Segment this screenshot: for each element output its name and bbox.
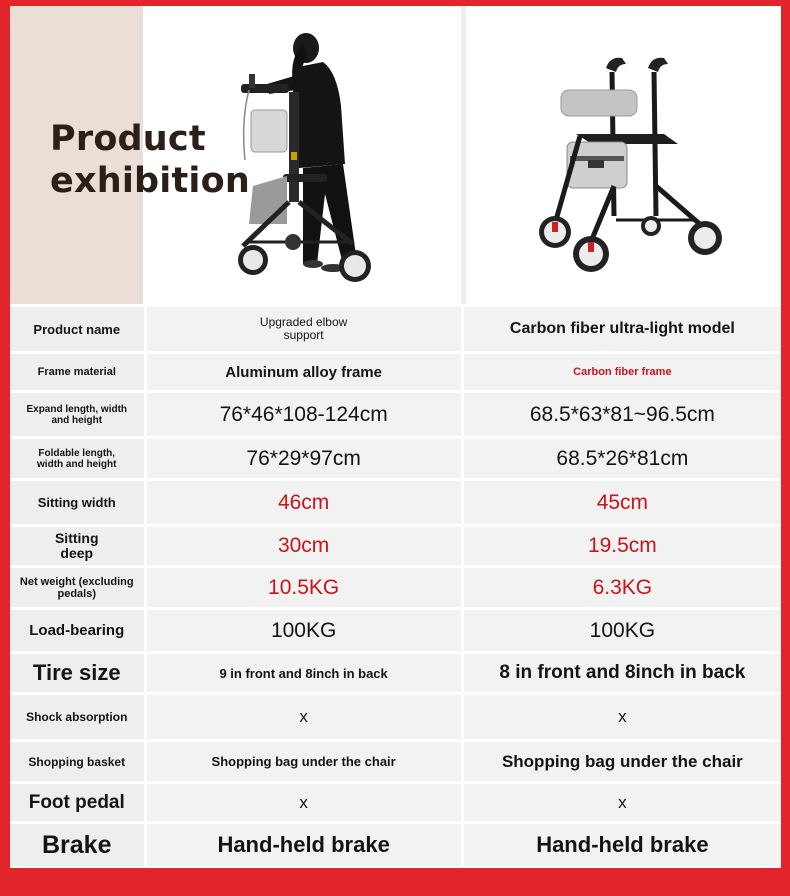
table-row — [10, 351, 781, 390]
sitting-deep-label-text: Sitting deep — [54, 530, 99, 561]
hero-title — [50, 118, 290, 202]
table-row — [10, 821, 781, 866]
tire-size-col1: 9 in front and 8inch in back — [144, 651, 461, 692]
row-label-tire-size: Tire size — [10, 651, 144, 692]
expand-dimensions-col2: 68.5*63*81~96.5cm — [461, 390, 781, 436]
sitting-width-col1: 46cm — [144, 478, 461, 524]
hero-title-line1: Product — [50, 119, 206, 159]
foldable-dimensions-col2: 68.5*26*81cm — [461, 436, 781, 478]
row-label-product-name: Product name — [10, 304, 144, 351]
hero-title-panel — [10, 6, 250, 304]
table-row — [10, 692, 781, 739]
frame-material-col2: Carbon fiber frame — [461, 351, 781, 390]
table-row — [10, 781, 781, 821]
row-label-foot-pedal: Foot pedal — [10, 781, 144, 821]
table-row — [10, 565, 781, 607]
shock-absorption-col1: x — [144, 692, 461, 739]
product-name-col2: Carbon fiber ultra-light model — [461, 304, 781, 351]
expand-dimensions-col1: 76*46*108-124cm — [144, 390, 461, 436]
brake-col2: Hand-held brake — [461, 821, 781, 866]
load-bearing-col1: 100KG — [144, 607, 461, 651]
product-name-col1-text: Upgraded elbow support — [259, 315, 348, 342]
row-label-frame-material: Frame material — [10, 351, 144, 390]
table-row — [10, 524, 781, 565]
shopping-basket-col1: Shopping bag under the chair — [144, 739, 461, 781]
row-label-net-weight — [10, 565, 144, 607]
load-bearing-col2: 100KG — [461, 607, 781, 651]
table-row — [10, 607, 781, 651]
row-label-shock-absorption: Shock absorption — [10, 692, 144, 739]
table-row — [10, 304, 781, 351]
row-label-sitting-width: Sitting width — [10, 478, 144, 524]
row-label-foldable-dimensions — [10, 436, 144, 478]
row-label-load-bearing: Load-bearing — [10, 607, 144, 651]
brake-col1: Hand-held brake — [144, 821, 461, 866]
net-weight-label-text: Net weight (excluding pedals) — [19, 575, 134, 600]
row-label-brake: Brake — [10, 821, 144, 866]
product-card — [10, 6, 781, 868]
sitting-deep-col1: 30cm — [144, 524, 461, 565]
row-label-expand-dimensions — [10, 390, 144, 436]
tire-size-col2: 8 in front and 8inch in back — [461, 651, 781, 692]
hero-section — [10, 6, 781, 304]
shock-absorption-col2: x — [461, 692, 781, 739]
foot-pedal-col2: x — [461, 781, 781, 821]
foldable-dimensions-label-text: Foldable length, width and height — [37, 447, 117, 470]
frame-material-col1: Aluminum alloy frame — [144, 351, 461, 390]
carbon-fiber-rollator-illustration — [466, 6, 781, 304]
foot-pedal-col1: x — [144, 781, 461, 821]
sitting-deep-col2: 19.5cm — [461, 524, 781, 565]
sitting-width-col2: 45cm — [461, 478, 781, 524]
carbon-fiber-rollator-image — [466, 6, 781, 304]
row-label-sitting-deep — [10, 524, 144, 565]
foldable-dimensions-col1: 76*29*97cm — [144, 436, 461, 478]
net-weight-col2: 6.3KG — [461, 565, 781, 607]
shopping-basket-col2: Shopping bag under the chair — [461, 739, 781, 781]
product-name-col1 — [144, 304, 461, 351]
table-row — [10, 390, 781, 436]
table-row — [10, 478, 781, 524]
row-label-shopping-basket: Shopping basket — [10, 739, 144, 781]
hero-title-line2: exhibition — [50, 161, 250, 201]
net-weight-col1: 10.5KG — [144, 565, 461, 607]
table-row — [10, 436, 781, 478]
spec-table — [10, 304, 781, 866]
table-row — [10, 651, 781, 692]
expand-dimensions-label-text: Expand length, width and height — [26, 403, 128, 426]
table-row — [10, 739, 781, 781]
